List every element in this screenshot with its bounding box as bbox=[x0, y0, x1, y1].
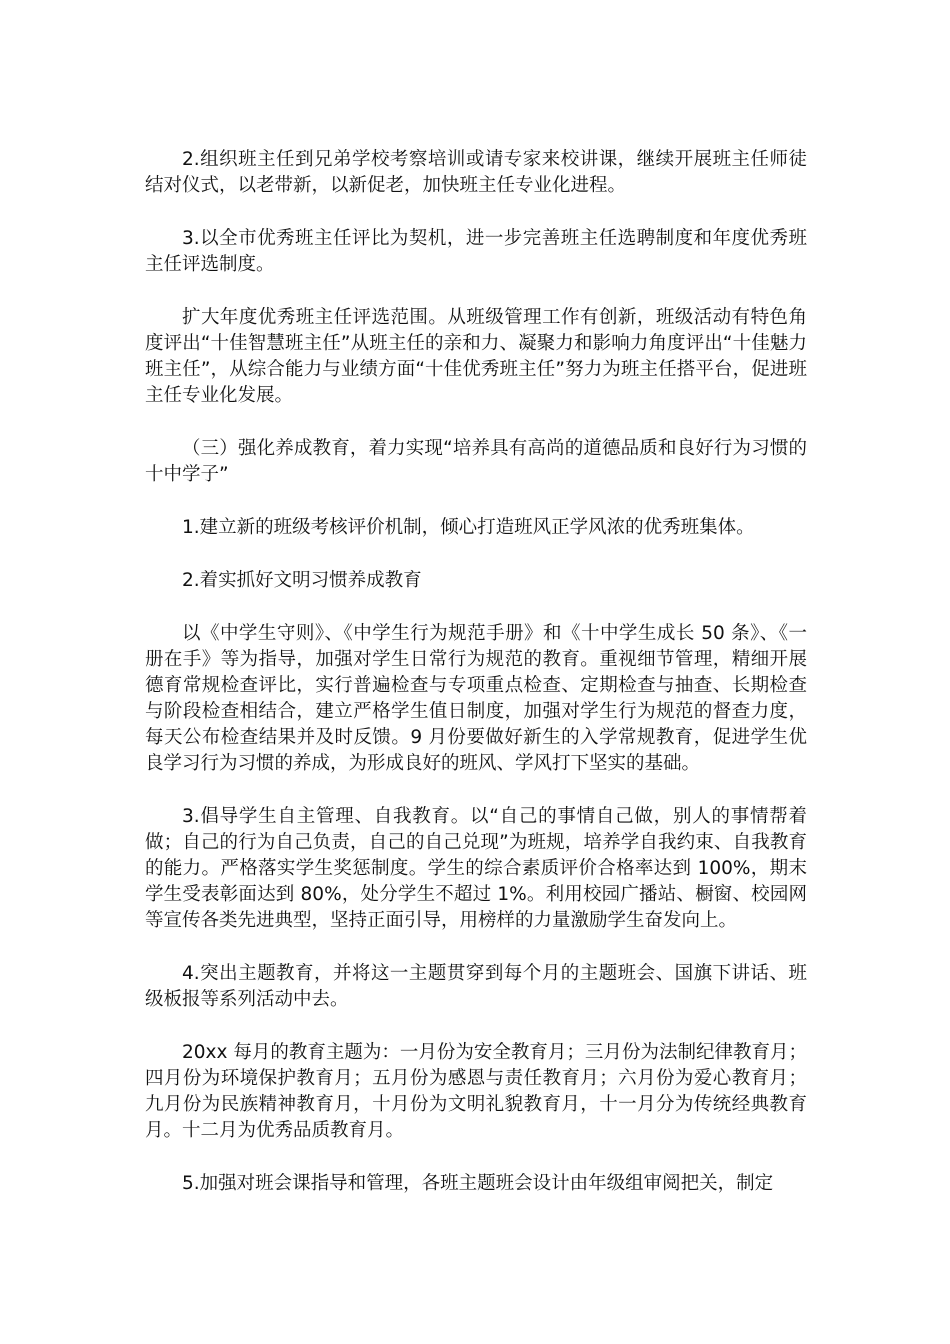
document-page bbox=[145, 147, 807, 1197]
paragraph-mentor-training: 2.组织班主任到兄弟学校考察培训或请专家来校讲课，继续开展班主任师徒结对仪式，以老带新，以新促老，加快班主任专业化进程。 bbox=[145, 149, 807, 196]
paragraph-expand-selection-scope: 扩大年度优秀班主任评选范围。从班级管理工作有创新，班级活动有特色角度评出“十佳智慧班主任”从班主任的亲和力、凝聚力和影响力角度评出“十佳魅力班主任”，从综合能力与业绩方面“十佳优秀班主任”努力为班主任搭平台，促进班主任专业化发展。 bbox=[145, 307, 807, 406]
paragraph-code-of-conduct: 以《中学生守则》、《中学生行为规范手册》和《十中学生成长 50 条》、《一册在手》等为指导，加强对学生日常行为规范的教育。重视细节管理，精细开展德育常规检查评比，实行普遍检查与专项重点检查、定期检查与抽查、长期检查与阶段检查相结合，建立严格学生值日制度，加强对学生行为规范的督查力度，每天公布检查结果并及时反馈。9 月份要做好新生的入学常规教育，促进学生优良学习行为习惯的养成，为形成良好的班风、学风打下坚实的基础。 bbox=[145, 623, 807, 774]
paragraph-civilized-habits: 2.着实抓好文明习惯养成教育 bbox=[182, 570, 422, 591]
paragraph-self-management: 3.倡导学生自主管理、自我教育。以“自己的事情自己做，别人的事情帮着做；自己的行为自己负责，自己的自己兑现”为班规，培养学自我约束、自我教育的能力。严格落实学生奖惩制度。学生的综合素质评价合格率达到 100%，期末学生受表彰面达到 80%，处分学生不超过 1%。利用校园广播站、橱窗、校园网等宣传各类先进典型，坚持正面引导，用榜样的力量激励学生奋发向上。 bbox=[145, 806, 807, 931]
paragraph-monthly-themes: 20xx 每月的教育主题为：一月份为安全教育月；三月份为法制纪律教育月；四月份为环境保护教育月；五月份为感恩与责任教育月；六月份为爱心教育月；九月份为民族精神教育月，十月份为文明礼貌教育月，十一月分为传统经典教育月。十二月为优秀品质教育月。 bbox=[145, 1042, 807, 1141]
section-heading-habit-education: （三）强化养成教育，着力实现“培养具有高尚的道德品质和良好行为习惯的十中学子” bbox=[145, 438, 807, 485]
paragraph-theme-education: 4.突出主题教育，并将这一主题贯穿到每个月的主题班会、国旗下讲话、班级板报等系列活动中去。 bbox=[145, 963, 807, 1010]
paragraph-excellent-teacher-selection: 3.以全市优秀班主任评比为契机，进一步完善班主任选聘制度和年度优秀班主任评选制度。 bbox=[145, 228, 807, 275]
paragraph-class-evaluation-mechanism: 1.建立新的班级考核评价机制，倾心打造班风正学风浓的优秀班集体。 bbox=[182, 517, 755, 538]
paragraph-class-meeting-guidance: 5.加强对班会课指导和管理，各班主题班会设计由年级组审阅把关，制定 bbox=[182, 1173, 774, 1194]
